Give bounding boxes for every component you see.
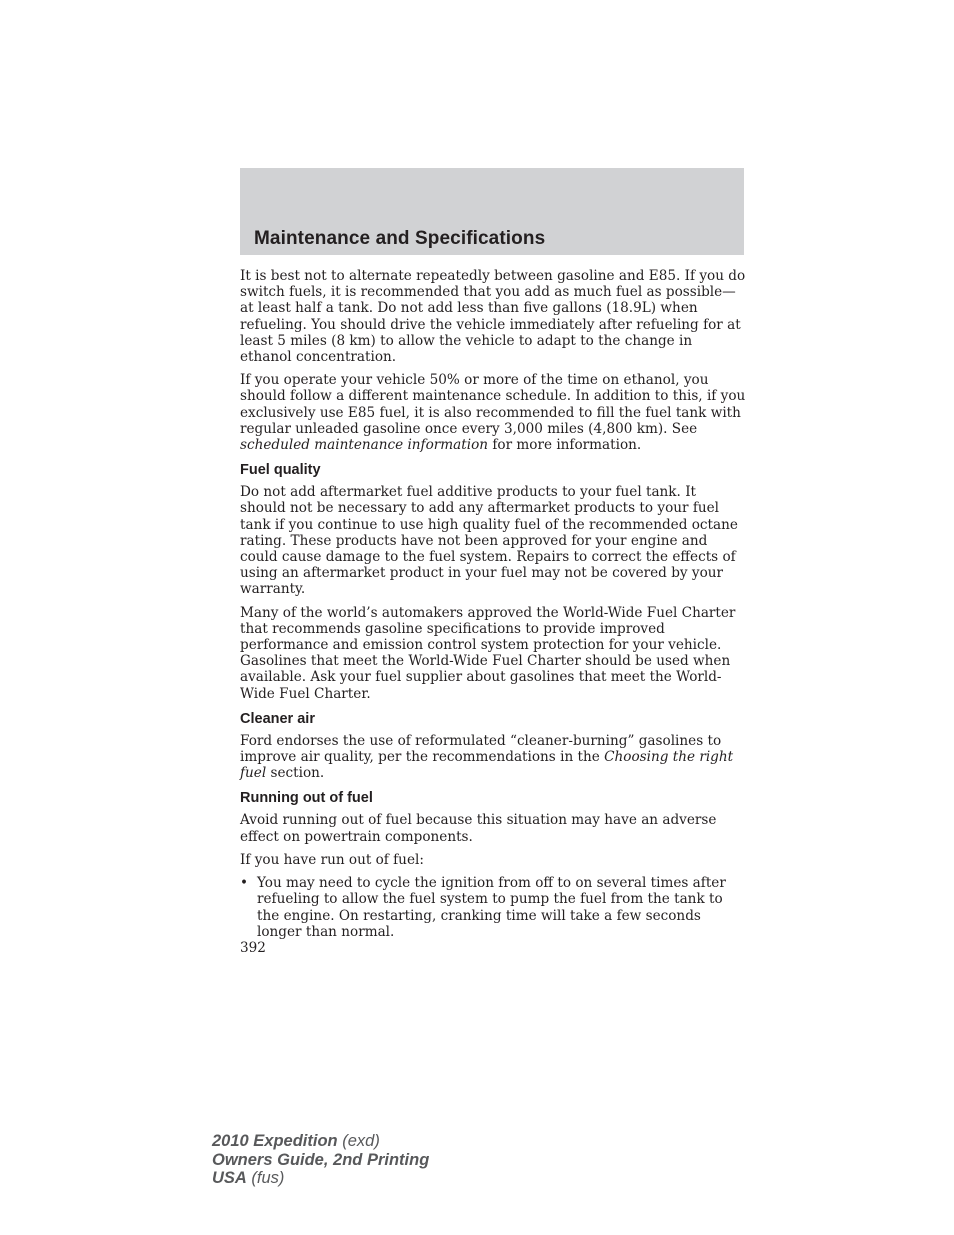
heading-running-out-of-fuel: Running out of fuel (240, 790, 373, 807)
footer-market: USA (212, 1169, 247, 1187)
heading-cleaner-air: Cleaner air (240, 710, 315, 727)
footer-edition: Owners Guide, 2nd Printing (212, 1150, 430, 1169)
footer-model-name: 2010 Expedition (212, 1132, 338, 1150)
footer-market-code: (fus) (246, 1169, 285, 1187)
paragraph-fuel-charter: Many of the world’s automakers approved the World-Wide Fuel Charter that recommends gasoline specifications to provide improved performance and emission control system protection for your vehicle. Gasolines that meet the World-Wide Fuel Charter should be used when available. Ask your fuel supplier about gasolines that meet the World-Wide Fuel Charter. (240, 604, 736, 702)
section-header-band (240, 168, 744, 255)
footer-line-market (212, 1169, 429, 1188)
page-number: 392 (240, 939, 266, 956)
paragraph-cleaner-air (240, 733, 746, 782)
section-title: Maintenance and Specifications (254, 228, 546, 249)
cross-reference-link: Choosing the right fuel (240, 749, 734, 782)
heading-fuel-quality: Fuel quality (240, 462, 321, 479)
bullet-list-item (240, 875, 746, 940)
bullet-text: You may need to cycle the ignition from off to on several times after refueling to allow the fuel system to pump the fuel from the tank to the engine. On restarting, cranking time will take a few seconds longer than normal. (257, 875, 726, 940)
paragraph-ethanol-maintenance (240, 372, 746, 453)
paragraph-alternate-fuels: It is best not to alternate repeatedly between gasoline and E85. If you do switch fuels, it is recommended that you add as much fuel as possible—at least half a tank. Do not add less than five gallons (18.9L) when refueling. You should drive the vehicle immediately after refueling for at least 5 miles (8 km) to allow the vehicle to adapt to the change in ethanol concentration. (240, 268, 746, 366)
document-footer (212, 1132, 429, 1188)
paragraph-text: section. (266, 765, 325, 782)
paragraph-text: for more information. (488, 437, 642, 454)
paragraph-avoid-running-out: Avoid running out of fuel because this situation may have an adverse effect on powertrain components. (240, 812, 717, 845)
page-content (240, 268, 746, 957)
footer-model-code: (exd) (337, 1132, 380, 1150)
bullet-icon: • (240, 875, 249, 892)
paragraph-text: If you operate your vehicle 50% or more of the time on ethanol, you should follow a different maintenance schedule. In addition to this, if you exclusively use E85 fuel, it is also recommended to fill the fuel tank with regular unleaded gasoline once every 3,000 miles (4,800 km). See (240, 372, 746, 437)
paragraph-text: Ford endorses the use of reformulated “cleaner-burning” gasolines to improve air quality, per the recommendations in the (240, 732, 722, 766)
footer-line-model (212, 1132, 429, 1151)
footer-line-edition (212, 1151, 429, 1170)
paragraph-fuel-additives: Do not add aftermarket fuel additive products to your fuel tank. It should not be necessary to add any aftermarket products to your fuel tank if you continue to use high quality fuel of the recommended octane rating. These products have not been approved for your engine and could cause damage to the fuel system. Repairs to correct the effects of using an aftermarket product in your fuel may not be covered by your warranty. (240, 484, 738, 598)
cross-reference-link: scheduled maintenance information (240, 437, 489, 454)
paragraph-if-run-out: If you have run out of fuel: (240, 851, 424, 868)
